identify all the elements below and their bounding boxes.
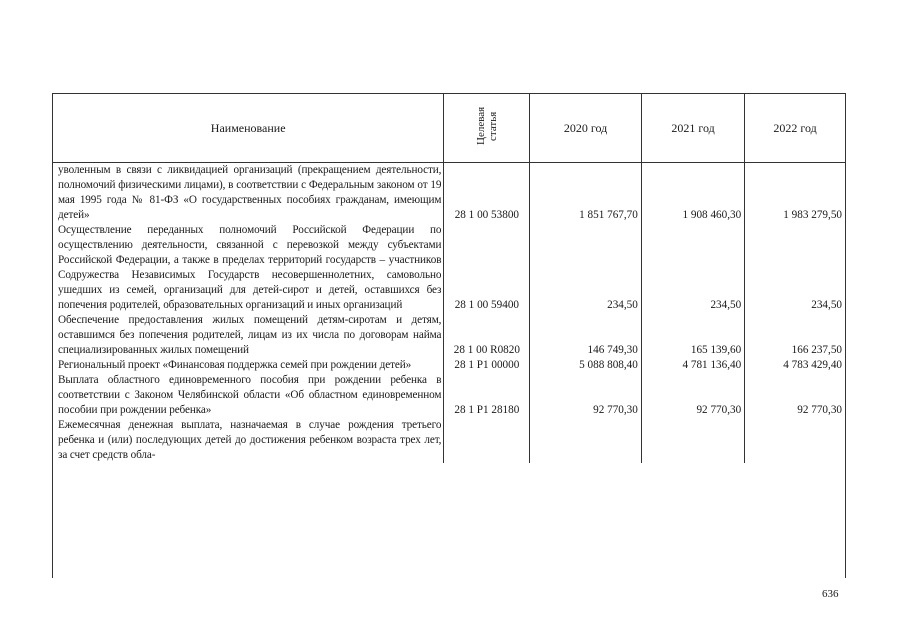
- header-code-label: Целевая статья: [474, 106, 499, 146]
- table-row: [53, 223, 845, 313]
- table-header-row: [53, 94, 845, 163]
- header-year-2020: 2020 год: [530, 94, 642, 163]
- row-name: Осуществление переданных полномочий Российской Федерации по осуществлению деятельности, связанной с перевозкой между субъектами Российской Федерации, а также в пределах территорий государств – участников Содружества Независимых Государств несовершеннолетних, самовольно ушедших из семей, организаций для детей-сирот и детей, оставшихся без попечения родителей, образовательных организаций и иных организаций: [53, 223, 444, 313]
- row-value-2020: 146 749,30: [530, 313, 642, 358]
- budget-table: [53, 94, 845, 463]
- row-code: 28 1 00 59400: [444, 223, 530, 313]
- row-name: Выплата областного единовременного пособия при рождении ребенка в соответствии с Законом Челябинской области «Об областном единовременном пособии при рождении ребенка»: [53, 373, 444, 418]
- row-value-2020: 5 088 808,40: [530, 358, 642, 373]
- table-row: [53, 358, 845, 373]
- table-row: [53, 418, 845, 463]
- row-code: [444, 418, 530, 463]
- row-value-2020: 234,50: [530, 223, 642, 313]
- row-value-2022: 92 770,30: [797, 404, 842, 416]
- row-value-2022: 1 983 279,50: [783, 209, 842, 221]
- row-value-2021: 234,50: [641, 223, 744, 313]
- row-value-2022: 4 783 429,40: [783, 359, 842, 371]
- table-row: [53, 313, 845, 358]
- row-value-2022: 234,50: [811, 299, 842, 311]
- budget-table-container: [52, 93, 846, 578]
- row-code: 28 1 00 R0820: [444, 313, 530, 358]
- header-year-2021: 2021 год: [641, 94, 744, 163]
- row-value-2022: 166 237,50: [791, 344, 842, 356]
- row-value-2021: 4 781 136,40: [641, 358, 744, 373]
- header-code: [444, 94, 530, 163]
- row-value-2021: 92 770,30: [641, 373, 744, 418]
- header-name: Наименование: [53, 94, 444, 163]
- row-value-2021: 1 908 460,30: [641, 163, 744, 224]
- page-number: 636: [822, 588, 839, 600]
- row-code: 28 1 00 53800: [444, 163, 530, 224]
- row-value-2022: [745, 418, 845, 463]
- row-code: 28 1 P1 00000: [444, 358, 530, 373]
- row-name: Обеспечение предоставления жилых помещений детям-сиротам и детям, оставшимся без попечения родителей, лицам из их числа по договорам найма специализированных жилых помещений: [53, 313, 444, 358]
- table-row: [53, 373, 845, 418]
- row-name: уволенным в связи с ликвидацией организаций (прекращением деятельности, полномочий физическими лицами), в соответствии с Федеральным законом от 19 мая 1995 года № 81-ФЗ «О государственных пособиях гражданам, имеющим детей»: [53, 163, 444, 224]
- row-name: Региональный проект «Финансовая поддержка семей при рождении детей»: [53, 358, 444, 373]
- row-value-2020: 92 770,30: [530, 373, 642, 418]
- row-value-2020: 1 851 767,70: [530, 163, 642, 224]
- table-row: [53, 163, 845, 224]
- row-value-2021: 165 139,60: [641, 313, 744, 358]
- header-year-2022: 2022 год: [745, 94, 845, 163]
- row-code: 28 1 P1 28180: [444, 373, 530, 418]
- row-name: Ежемесячная денежная выплата, назначаемая в случае рождения третьего ребенка и (или) последующих детей до достижения ребенком возраста трех лет, за счет средств обла-: [53, 418, 444, 463]
- row-value-2020: [530, 418, 642, 463]
- row-value-2021: [641, 418, 744, 463]
